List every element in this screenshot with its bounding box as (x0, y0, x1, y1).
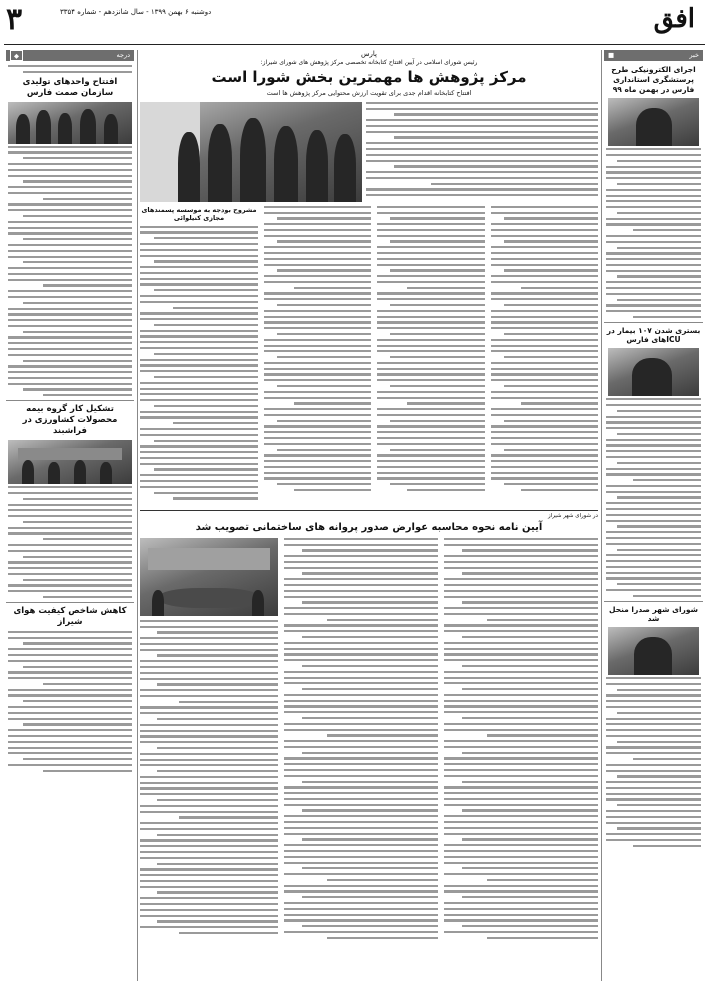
lead-body-intro (366, 102, 598, 202)
right-story-2-body (606, 398, 701, 597)
masthead-rule (4, 44, 705, 45)
column-divider (137, 50, 138, 981)
subhead-title: مشروح بودجه به موسسه پسمندهای مجازی کنیلوائی (141, 205, 257, 223)
right-story-1-photo (608, 98, 699, 146)
right-story-3-body (606, 677, 701, 847)
lead-top-row (140, 102, 598, 202)
second-kicker: در شورای شهر شیراز (548, 512, 598, 519)
lead-side-column (140, 206, 258, 504)
right-story-3-title: شورای شهر صدرا منحل شد (604, 601, 703, 625)
intro-text (8, 65, 132, 73)
lead-body-col-3 (264, 206, 371, 504)
column-divider (601, 50, 602, 981)
left-story-1-photo (8, 102, 132, 144)
second-side-body (140, 620, 278, 934)
section-label: خبر (689, 51, 699, 59)
second-body-col-1 (444, 538, 598, 933)
right-story-1-body (606, 148, 701, 318)
left-story-3-title: کاهش شاخص کیفیت هوای شیراز (6, 602, 134, 628)
issue-line: دوشنبه ۶ بهمن ۱۳۹۹ - سال شانزدهم - شماره ۳۳۵۴ (60, 8, 212, 16)
section-label: درجه (116, 51, 130, 59)
left-story-2-photo (8, 440, 132, 484)
second-body-col-2 (284, 538, 438, 933)
lead-subtitle: افتتاح کتابخانه اقدام جدی برای تقویت ارزش محتوایی مرکز پژوهش ها است (266, 88, 472, 97)
right-story-1-title: اجرای الکترونیکی طرح پرستشگری استانداری فارس در بهمن ماه ۹۹ (611, 65, 696, 94)
right-story-2-title: بستری شدن ۱۰۷ بیمار در ICUهای فارس (604, 322, 703, 346)
lead-body-col-1 (491, 206, 598, 504)
right-story-2-photo (608, 348, 699, 396)
subhead-body (140, 226, 258, 500)
second-title: آیین نامه نحوه محاسبه عوارض صدور پروانه های ساختمانی تصویب شد (195, 521, 543, 533)
second-story (140, 510, 598, 933)
right-column (604, 50, 703, 981)
newspaper-logo: افق (653, 4, 695, 34)
lead-title: مرکز پژوهش ها مهمترین بخش شورا است (211, 68, 527, 86)
lead-kicker: پارس (360, 50, 377, 58)
masthead (0, 0, 709, 46)
left-story-1-body (8, 146, 132, 397)
lead-body-col-2 (377, 206, 484, 504)
section-mark: ◆ (10, 50, 23, 61)
left-story-2-body (8, 486, 132, 598)
second-body-col-3 (140, 538, 278, 933)
lead-body-columns (140, 206, 598, 504)
page-number: ۳ (6, 2, 23, 37)
section-mark: ■ (608, 51, 615, 59)
left-story-3-body (8, 631, 132, 772)
section-band (6, 50, 134, 61)
lead-photo (140, 102, 362, 202)
right-story-3-photo (608, 627, 699, 675)
section-band (604, 50, 703, 61)
left-column (6, 50, 134, 981)
center-column (140, 50, 598, 981)
lead-overline: رئیس شورای اسلامی در آیین افتتاح کتابخانه تخصصی مرکز پژوهش های شورای شیراز: (260, 59, 478, 66)
left-story-2-title: تشکیل کار گروه بیمه محصولات کشاورزی در فراشبند (6, 400, 134, 437)
left-story-1-title: افتتاح واحدهای تولیدی سازمان صمت فارس (22, 76, 118, 98)
second-body (140, 538, 598, 933)
second-photo (140, 538, 278, 616)
